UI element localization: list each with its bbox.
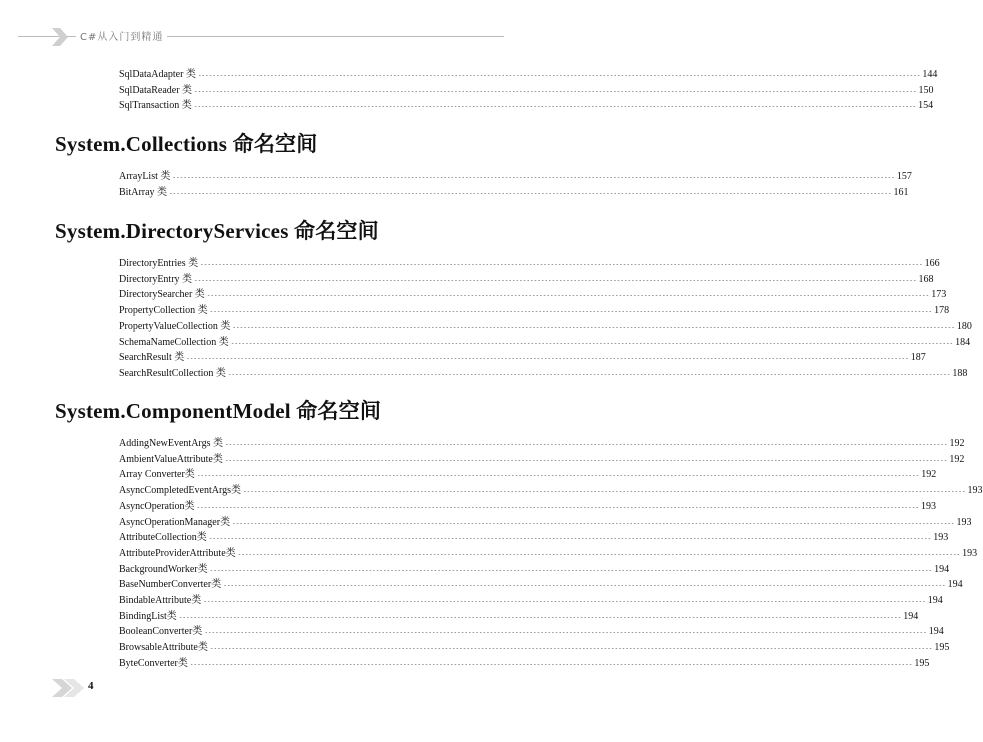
toc-entry-page: 194 (934, 563, 950, 575)
toc-entry (119, 530, 949, 545)
toc-entry (119, 515, 972, 530)
toc-entry (119, 562, 950, 577)
toc-leader: -------------------------------------------------------------------------------------------------------------------------------------------------------------------------------------------------------- (237, 550, 961, 558)
toc-entry-page: 168 (918, 273, 934, 285)
toc-entry-name: BackgroundWorker类 (119, 563, 208, 575)
toc-entry-name: DirectoryEntry 类 (119, 273, 193, 285)
toc-entry-name: AmbientValueAttribute类 (119, 453, 223, 465)
toc-leader: -------------------------------------------------------------------------------------------------------------------------------------------------------------------------------------------------------- (209, 566, 933, 574)
toc-leader: -------------------------------------------------------------------------------------------------------------------------------------------------------------------------------------------------------- (200, 261, 923, 268)
page-number: 4 (88, 680, 94, 692)
toc-entry (119, 546, 978, 561)
toc-entry (119, 272, 934, 287)
toc-entry-page: 157 (896, 171, 912, 182)
toc-entry-name: SqlDataAdapter 类 (119, 69, 196, 80)
toc-entry-name: BindableAttribute类 (119, 595, 202, 606)
toc-entry-page: 173 (931, 289, 947, 301)
toc-entry-name: BaseNumberConverter类 (119, 579, 222, 591)
toc-entry (119, 624, 944, 639)
toc-entry (119, 640, 950, 655)
toc-entry-name: BooleanConverter类 (119, 626, 203, 638)
toc-entry-name: BrowsableAttribute类 (119, 642, 208, 654)
toc-entry-page: 194 (927, 595, 943, 606)
toc-entry-name: DirectoryEntries 类 (119, 258, 199, 269)
footer-chevron-icon (52, 677, 92, 697)
toc-entry-page: 154 (918, 100, 934, 112)
toc-leader: -------------------------------------------------------------------------------------------------------------------------------------------------------------------------------------------------------- (224, 441, 948, 448)
toc-entry-name: AsyncOperationManager类 (119, 516, 231, 528)
toc-entry (119, 303, 950, 318)
header-title: C#从入门到精通 (76, 28, 167, 43)
toc-leader: -------------------------------------------------------------------------------------------------------------------------------------------------------------------------------------------------------- (208, 535, 932, 543)
toc-entry-page: 192 (921, 469, 937, 481)
toc-entry-name: AsyncOperation类 (119, 500, 195, 512)
toc-entry (119, 256, 940, 271)
chevron-decoration-icon (52, 28, 74, 46)
toc-leader: -------------------------------------------------------------------------------------------------------------------------------------------------------------------------------------------------------- (232, 323, 955, 331)
toc-leader: -------------------------------------------------------------------------------------------------------------------------------------------------------------------------------------------------------- (230, 339, 954, 347)
toc-entry-page: 193 (921, 500, 937, 512)
toc-leader: -------------------------------------------------------------------------------------------------------------------------------------------------------------------------------------------------------- (209, 308, 933, 316)
toc-leader: -------------------------------------------------------------------------------------------------------------------------------------------------------------------------------------------------------- (232, 519, 955, 527)
toc-entry (119, 366, 968, 381)
toc-entry (119, 83, 934, 98)
toc-leader: -------------------------------------------------------------------------------------------------------------------------------------------------------------------------------------------------------- (186, 355, 909, 363)
toc-entry (119, 169, 912, 184)
toc-entry (119, 499, 937, 514)
toc-entry (119, 609, 919, 624)
toc-entry-page: 188 (952, 367, 968, 379)
toc-entry-name: ByteConverter类 (119, 657, 188, 669)
toc-entry-page: 180 (956, 320, 972, 332)
toc-entry-name: SqlDataReader 类 (119, 84, 193, 96)
toc-leader: -------------------------------------------------------------------------------------------------------------------------------------------------------------------------------------------------------- (193, 103, 917, 111)
toc-entry (119, 483, 983, 498)
toc-entry-name: SearchResultCollection 类 (119, 367, 226, 379)
toc-leader: -------------------------------------------------------------------------------------------------------------------------------------------------------------------------------------------------------- (178, 613, 902, 621)
toc-leader: -------------------------------------------------------------------------------------------------------------------------------------------------------------------------------------------------------- (194, 87, 917, 95)
toc-entry (119, 319, 972, 334)
toc-entry-page: 166 (924, 258, 940, 269)
toc-entry-page: 187 (910, 352, 926, 364)
toc-leader: -------------------------------------------------------------------------------------------------------------------------------------------------------------------------------------------------------- (197, 72, 921, 79)
toc-entry-page: 178 (934, 305, 950, 317)
toc-entry-name: SearchResult 类 (119, 352, 185, 364)
toc-entry (119, 185, 909, 200)
toc-entry-name: AttributeCollection类 (119, 532, 207, 544)
toc-leader: -------------------------------------------------------------------------------------------------------------------------------------------------------------------------------------------------------- (209, 645, 933, 653)
section-heading: System.DirectoryServices 命名空间 (55, 219, 379, 243)
toc-entry-name: SqlTransaction 类 (119, 100, 192, 112)
toc-entry-page: 150 (918, 84, 934, 96)
toc-leader: -------------------------------------------------------------------------------------------------------------------------------------------------------------------------------------------------------- (196, 472, 920, 480)
toc-entry-name: PropertyValueCollection 类 (119, 320, 231, 332)
toc-leader: -------------------------------------------------------------------------------------------------------------------------------------------------------------------------------------------------------- (204, 629, 927, 637)
toc-leader: -------------------------------------------------------------------------------------------------------------------------------------------------------------------------------------------------------- (203, 598, 926, 605)
toc-entry-page: 195 (914, 657, 930, 669)
toc-entry-page: 184 (955, 336, 971, 348)
toc-entry-page: 193 (933, 532, 949, 544)
toc-leader: -------------------------------------------------------------------------------------------------------------------------------------------------------------------------------------------------------- (223, 582, 946, 590)
toc-entry-page: 193 (967, 485, 983, 497)
toc-leader: -------------------------------------------------------------------------------------------------------------------------------------------------------------------------------------------------------- (194, 276, 917, 284)
running-header (0, 26, 524, 56)
toc-entry-page: 193 (956, 516, 972, 528)
toc-entry (119, 287, 947, 302)
toc-entry-page: 192 (949, 438, 965, 449)
toc-entry-page: 192 (949, 453, 965, 465)
toc-leader: -------------------------------------------------------------------------------------------------------------------------------------------------------------------------------------------------------- (206, 292, 930, 300)
toc-entry-page: 161 (893, 186, 909, 198)
toc-entry-name: SchemaNameCollection 类 (119, 336, 229, 348)
toc-entry-page: 194 (947, 579, 963, 591)
toc-entry-page: 144 (922, 69, 938, 80)
toc-entry-name: AddingNewEventArgs 类 (119, 438, 223, 449)
toc-entry-name: ArrayList 类 (119, 171, 171, 182)
toc-leader: -------------------------------------------------------------------------------------------------------------------------------------------------------------------------------------------------------- (189, 660, 913, 668)
toc-entry-name: AsyncCompletedEventArgs类 (119, 485, 242, 497)
toc-entry-name: BindingList类 (119, 610, 177, 622)
toc-leader: -------------------------------------------------------------------------------------------------------------------------------------------------------------------------------------------------------- (169, 189, 892, 197)
toc-leader: -------------------------------------------------------------------------------------------------------------------------------------------------------------------------------------------------------- (172, 174, 895, 181)
section-heading: System.ComponentModel 命名空间 (55, 399, 382, 423)
toc-entry (119, 593, 943, 608)
toc-entry (119, 656, 930, 671)
toc-entry-name: BitArray 类 (119, 186, 168, 198)
toc-entry-name: PropertyCollection 类 (119, 305, 208, 317)
toc-entry (119, 436, 965, 451)
toc-entry-name: Array Converter类 (119, 469, 195, 481)
toc-leader: -------------------------------------------------------------------------------------------------------------------------------------------------------------------------------------------------------- (227, 370, 951, 378)
toc-entry (119, 452, 965, 467)
toc-entry (119, 467, 937, 482)
toc-leader: -------------------------------------------------------------------------------------------------------------------------------------------------------------------------------------------------------- (196, 503, 920, 511)
toc-entry-name: AttributeProviderAttribute类 (119, 547, 236, 559)
toc-leader: -------------------------------------------------------------------------------------------------------------------------------------------------------------------------------------------------------- (243, 488, 966, 496)
toc-entry-page: 195 (934, 642, 950, 654)
toc-entry (119, 67, 938, 82)
toc-entry-page: 193 (962, 547, 978, 559)
toc-entry (119, 335, 971, 350)
toc-leader: -------------------------------------------------------------------------------------------------------------------------------------------------------------------------------------------------------- (224, 456, 948, 464)
footer-decoration (52, 677, 102, 697)
toc-entry (119, 98, 934, 113)
section-heading: System.Collections 命名空间 (55, 132, 318, 156)
toc-entry-page: 194 (928, 626, 944, 638)
toc-entry (119, 577, 963, 592)
toc-entry-page: 194 (903, 610, 919, 622)
toc-entry-name: DirectorySearcher 类 (119, 289, 205, 301)
toc-entry (119, 350, 926, 365)
